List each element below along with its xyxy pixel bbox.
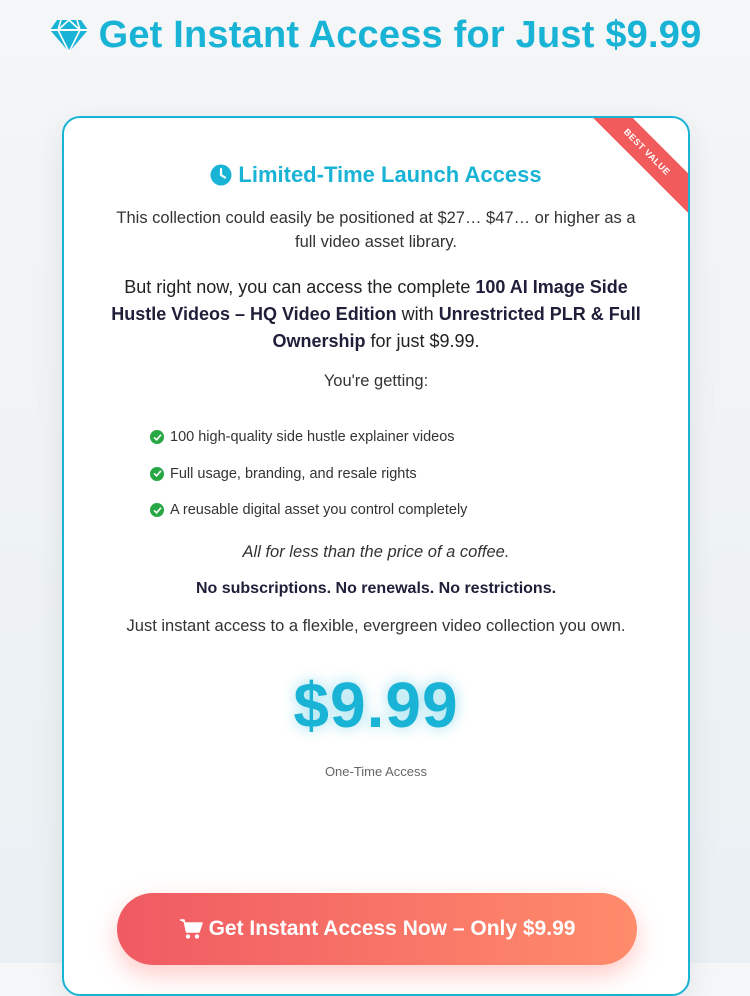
benefit-text: 100 high-quality side hustle explainer videos	[170, 429, 455, 446]
coffee-text: All for less than the price of a coffee.	[242, 542, 510, 561]
ribbon	[592, 118, 688, 214]
page-header	[0, 14, 750, 57]
check-icon	[150, 467, 164, 481]
benefits-list	[150, 419, 688, 529]
list-item	[150, 456, 688, 493]
list-item	[150, 492, 688, 529]
limited-time-label: Limited-Time Launch Access	[238, 162, 542, 187]
best-value-badge: BEST VALUE	[592, 118, 688, 214]
offer-text	[106, 274, 646, 355]
product-name: 100 AI Image Side Hustle Videos – HQ Video Edition	[111, 277, 628, 324]
pricing-card	[62, 116, 690, 996]
offer-text-part1: But right now, you can access the complete	[124, 277, 476, 297]
offer-text-part2: with	[396, 304, 439, 324]
list-item	[150, 419, 688, 456]
benefit-text: Full usage, branding, and resale rights	[170, 465, 417, 482]
get-access-label: Get Instant Access Now – Only $9.99	[208, 917, 576, 940]
clock-icon	[210, 164, 232, 186]
benefit-text: A reusable digital asset you control completely	[170, 502, 468, 519]
offer-text-part3: for just $9.99.	[365, 331, 480, 351]
price-note: One-Time Access	[324, 763, 428, 779]
check-icon	[150, 430, 164, 444]
price: $9.99	[293, 668, 459, 741]
cart-icon	[179, 918, 203, 940]
evergreen-text: Just instant access to a flexible, evergreen video collection you own.	[126, 616, 626, 635]
get-access-button[interactable]	[117, 893, 637, 965]
page-title: Get Instant Access for Just $9.99	[98, 14, 702, 56]
no-subscriptions-text: No subscriptions. No renewals. No restrictions.	[195, 579, 557, 597]
rights-label: Unrestricted PLR & Full Ownership	[272, 304, 641, 351]
check-icon	[150, 503, 164, 517]
diamond-icon	[49, 18, 89, 54]
intro-text: This collection could easily be positioned at $27… $47… or higher as a full video asset library.	[116, 209, 636, 251]
getting-label: You're getting:	[323, 372, 429, 390]
